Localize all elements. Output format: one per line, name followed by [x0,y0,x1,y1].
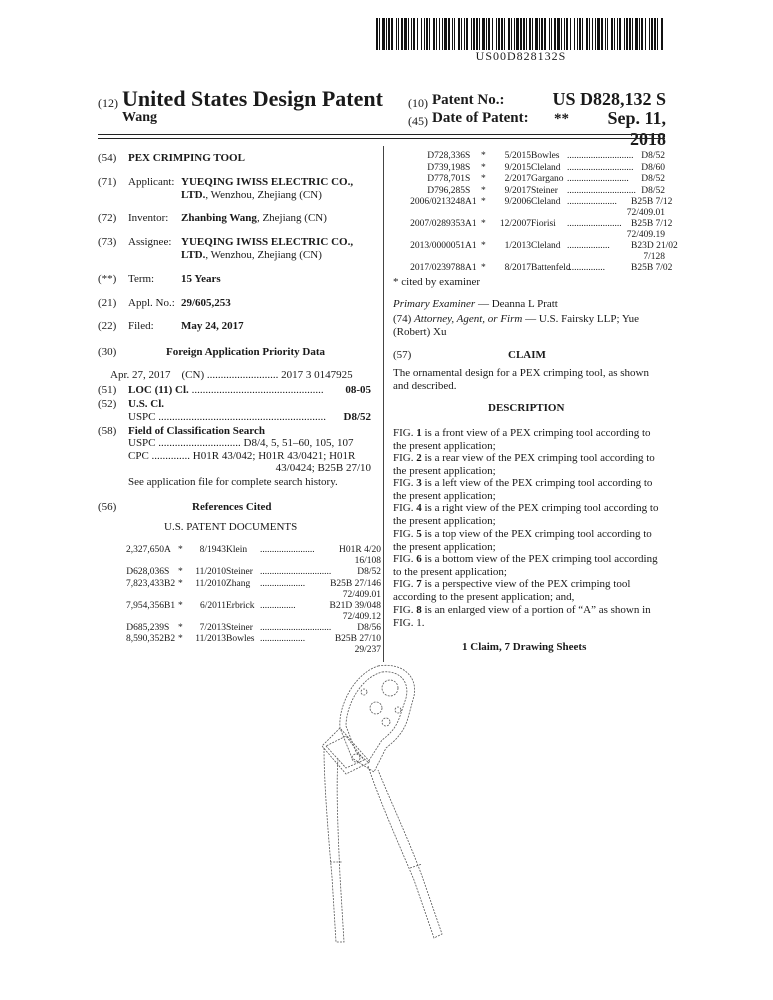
appl-no-label: Appl. No.: [128,297,175,309]
ref-dots: ............................ [567,162,634,173]
ref-class: D8/52 [641,185,665,196]
ref-date: 2/2017 [504,174,531,184]
ref-kind: A1 [465,219,477,229]
ref-kind: S [465,151,471,161]
fig-text: is a top view of the PEX crimping tool according to the present application; [393,528,652,553]
document-title: United States Design Patent [122,86,383,111]
ref-name: Zhang [226,578,251,589]
ref-class: B25B 27/10 [334,634,381,644]
fig-prefix: FIG. [393,477,417,489]
ref-name: Steiner [531,185,558,196]
ref-kind: A [164,545,171,555]
code-54: (54) [98,152,117,164]
ref-kind: S [465,174,471,184]
ref-dots: ............... [260,600,296,611]
fig-prefix: FIG. [393,528,417,540]
fig-text: is a right view of the PEX crimping tool according to the present application; [393,502,659,527]
search-cpc-row: CPC .............. H01R 43/042; H01R 43/0421; H01R [128,450,356,462]
ref-number: 2007/0289353 [410,219,465,229]
ref-mark: * [178,634,183,644]
fig-text: is a rear view of the PEX crimping tool according to the present application; [393,452,655,477]
header-rule-thin [98,138,665,139]
ref-class: D8/56 [357,622,381,633]
priority-row: Apr. 27, 2017 (CN) .......................... 2017 3 0147925 [110,369,353,381]
ref-mark: * [481,263,486,273]
ref-dots: .............................. [260,622,332,633]
search-cpc-row-2: 43/0424; B25B 27/10 [275,462,371,474]
ref-date: 8/1943 [199,545,226,555]
ref-class: B25B 7/12 [631,197,673,207]
ref-class-continued: 7/128 [643,252,665,262]
ref-dots: .............................. [260,567,332,577]
ref-name: Erbrick [226,600,255,611]
ref-date: 5/2015 [504,151,531,161]
ref-class-continued: 16/108 [354,556,381,566]
ref-name: Steiner [226,567,253,577]
ref-mark: * [481,197,486,207]
attorney-row: (74) Attorney, Agent, or Firm — U.S. Fairsky LLP; Yue (Robert) Xu [393,313,639,338]
claim-heading: CLAIM [508,349,546,361]
ref-mark: * [178,600,183,611]
ref-mark: * [481,185,486,196]
ref-number: D685,239 [126,622,164,633]
code-45: (45) [408,114,428,128]
ref-name: Cleland [531,241,561,251]
fig-prefix: FIG. [393,502,417,514]
code-term: (**) [98,273,117,285]
fig-description-8 [393,604,665,629]
date-label: Date of Patent: [432,110,529,126]
ref-name: Battenfeld [531,263,571,273]
ref-date: 9/2017 [504,185,531,196]
ref-date: 6/2011 [199,600,226,611]
ref-class: D8/52 [641,151,665,161]
design-title: PEX CRIMPING TOOL [128,152,245,164]
filed-value: May 24, 2017 [181,320,244,332]
ref-number: D739,198 [427,162,465,173]
header-rule [98,134,665,135]
ref-number: 2,327,650 [126,545,164,555]
fig-prefix: FIG. [393,604,417,616]
ref-date: 9/2015 [504,162,531,173]
ref-number: 2017/0239788 [410,263,465,273]
ref-dots: ................ [567,263,605,273]
fig-number: 8 [416,604,422,616]
references-heading: References Cited [192,501,272,513]
search-field-heading: Field of Classification Search [128,425,265,437]
ref-date: 12/2007 [499,219,531,229]
ref-kind: A1 [465,263,477,273]
filed-label: Filed: [128,320,154,332]
ref-class: B25B 7/02 [631,263,673,273]
ref-date: 1/2013 [504,241,531,251]
fig-description-3 [393,477,665,502]
us-class-label: U.S. Cl. [128,398,165,410]
ref-kind: S [164,567,170,577]
inventor-short: Wang [122,110,158,125]
code-51: (51) [98,384,117,396]
code-56: (56) [98,501,117,513]
applicant-value: YUEQING IWISS ELECTRIC CO., LTD., Wenzhou, Zhejiang (CN) [181,176,354,201]
ref-kind: S [465,185,471,196]
examiner-row: Primary Examiner — Deanna L Pratt [393,298,558,310]
fig-number: 1 [416,427,422,439]
ref-kind: B1 [164,600,176,611]
search-history-note: See application file for complete search history. [128,476,338,488]
ref-name: Bowles [531,151,560,161]
ref-number: 2006/0213248 [410,197,465,207]
ref-date: 11/2010 [195,567,226,577]
barcode-bar [661,18,663,50]
fig-text: is a bottom view of the PEX crimping tool according to the present application; [393,553,658,578]
code-22: (22) [98,320,117,332]
fig-prefix: FIG. [393,553,417,565]
ref-name: Bowles [226,634,255,644]
term-value: 15 Years [181,273,221,285]
ref-class: D8/52 [357,567,381,577]
ref-date: 7/2013 [199,622,226,633]
ref-number: 2013/0000051 [410,241,465,251]
code-58: (58) [98,425,117,437]
ref-date: 11/2013 [195,634,226,644]
patent-no-label: Patent No.: [432,92,505,108]
ref-kind: B2 [164,578,176,589]
ref-dots: ................... [260,634,306,644]
ref-class: B25B 27/146 [330,578,381,589]
code-10: (10) [408,96,428,110]
pex-crimping-tool-drawing [310,662,470,947]
fig-number: 7 [416,578,422,590]
code-57: (57) [393,349,412,361]
ref-kind: A1 [465,241,477,251]
ref-kind: A1 [465,197,477,207]
cited-note: * cited by examiner [393,276,481,288]
ref-number: D796,285 [427,185,465,196]
ref-mark: * [178,578,183,589]
term-label: Term: [128,273,155,285]
fig-number: 6 [416,553,422,565]
assignee-label: Assignee: [128,236,172,248]
ref-name: Klein [226,545,248,555]
code-30: (30) [98,346,117,358]
fig-description-5 [393,528,665,553]
ref-class: D8/60 [641,162,665,173]
date-stars: ** [554,111,569,127]
fig-number: 2 [416,452,422,464]
ref-number: 8,590,352 [126,634,164,644]
fig-prefix: FIG. [393,452,417,464]
ref-class: B21D 39/048 [329,600,381,611]
fig-description-2 [393,452,665,477]
ref-dots: ....................... [260,545,315,555]
ref-mark: * [178,622,183,633]
code-21: (21) [98,297,117,309]
ref-name: Cleland [531,197,561,207]
ref-class: H01R 4/20 [339,545,381,555]
loc-class-row: LOC (11) Cl. ................................................ [128,384,324,396]
claim-text: The ornamental design for a PEX crimping tool, as shown and described. [393,367,650,392]
fig-text: is a front view of a PEX crimping tool according to the present application; [393,427,651,452]
fig-prefix: FIG. [393,578,417,590]
ref-class: B23D 21/02 [631,241,678,251]
ref-mark: * [178,545,183,555]
us-patent-docs-heading: U.S. PATENT DOCUMENTS [164,521,298,533]
priority-heading: Foreign Application Priority Data [166,346,325,358]
applicant-label: Applicant: [128,176,175,188]
ref-dots: .......................... [567,174,629,184]
ref-mark: * [481,174,486,184]
code-12: (12) [98,96,118,110]
fig-text: is a perspective view of the PEX crimping tool according to the present application; and, [393,578,631,603]
ref-class-continued: 72/409.19 [626,230,665,240]
ref-date: 8/2017 [504,263,531,273]
description-heading: DESCRIPTION [488,402,565,414]
ref-number: 7,954,356 [126,600,164,611]
ref-dots: ..................... [567,197,617,207]
ref-mark: * [481,151,486,161]
ref-mark: * [178,567,183,577]
assignee-value: YUEQING IWISS ELECTRIC CO., LTD., Wenzhou, Zhejiang (CN) [181,236,354,261]
ref-kind: B2 [164,634,176,644]
ref-number: D728,336 [427,151,465,161]
patent-date: Sep. 11, 2018 [607,108,666,149]
ref-dots: ............................ [567,151,634,161]
fig-description-6 [393,553,665,578]
barcode-number: US00D828132S [475,49,567,63]
ref-class: B25B 7/12 [631,219,673,229]
code-72: (72) [98,212,117,224]
fig-prefix: FIG. [393,427,417,439]
ref-number: D628,036 [126,567,164,577]
ref-dots: ................... [260,578,306,589]
ref-name: Steiner [226,622,253,633]
patent-number: US D828,132 S [552,89,666,109]
ref-class: D8/52 [641,174,665,184]
ref-mark: * [481,241,486,251]
uspc-value: D8/52 [343,411,371,423]
ref-class-continued: 72/409.12 [342,611,381,622]
fig-description-1 [393,427,665,452]
inventor-value: Zhanbing Wang, Zhejiang (CN) [181,212,327,224]
ref-date: 11/2010 [195,578,226,589]
ref-date: 9/2006 [504,197,531,207]
code-71: (71) [98,176,117,188]
fig-description-7 [393,578,665,603]
fig-description-4 [393,502,665,527]
ref-number: D778,701 [427,174,465,184]
claims-summary: 1 Claim, 7 Drawing Sheets [462,641,587,653]
ref-name: Cleland [531,162,561,173]
code-73: (73) [98,236,117,248]
ref-kind: S [164,622,170,633]
ref-number: 7,823,433 [126,578,164,589]
ref-kind: S [465,162,471,173]
ref-mark: * [481,219,486,229]
fig-text: is an enlarged view of a portion of “A” as shown in FIG. 1. [393,604,651,629]
column-divider [383,146,384,662]
appl-no-value: 29/605,253 [181,297,231,309]
loc-class-value: 08-05 [345,384,371,396]
ref-name: Fiorisi [531,219,556,229]
fig-text: is a left view of the PEX crimping tool according to the present application; [393,477,653,502]
fig-number: 5 [416,528,422,540]
uspc-row: USPC ............................................................. [128,411,327,423]
fig-number: 3 [416,477,422,489]
barcode [376,18,666,50]
ref-class-continued: 72/409.01 [626,208,665,218]
ref-dots: .................. [567,241,610,251]
ref-name: Gargano [531,174,564,184]
ref-class-continued: 72/409.01 [342,589,381,600]
fig-number: 4 [416,502,422,514]
search-uspc-row: USPC .............................. D8/4, 5, 51–60, 105, 107 [128,437,354,449]
ref-dots: ....................... [567,219,622,229]
ref-class-continued: 29/237 [354,645,381,655]
ref-dots: ............................. [567,185,636,196]
inventor-label: Inventor: [128,212,169,224]
ref-mark: * [481,162,486,173]
code-52: (52) [98,398,117,410]
